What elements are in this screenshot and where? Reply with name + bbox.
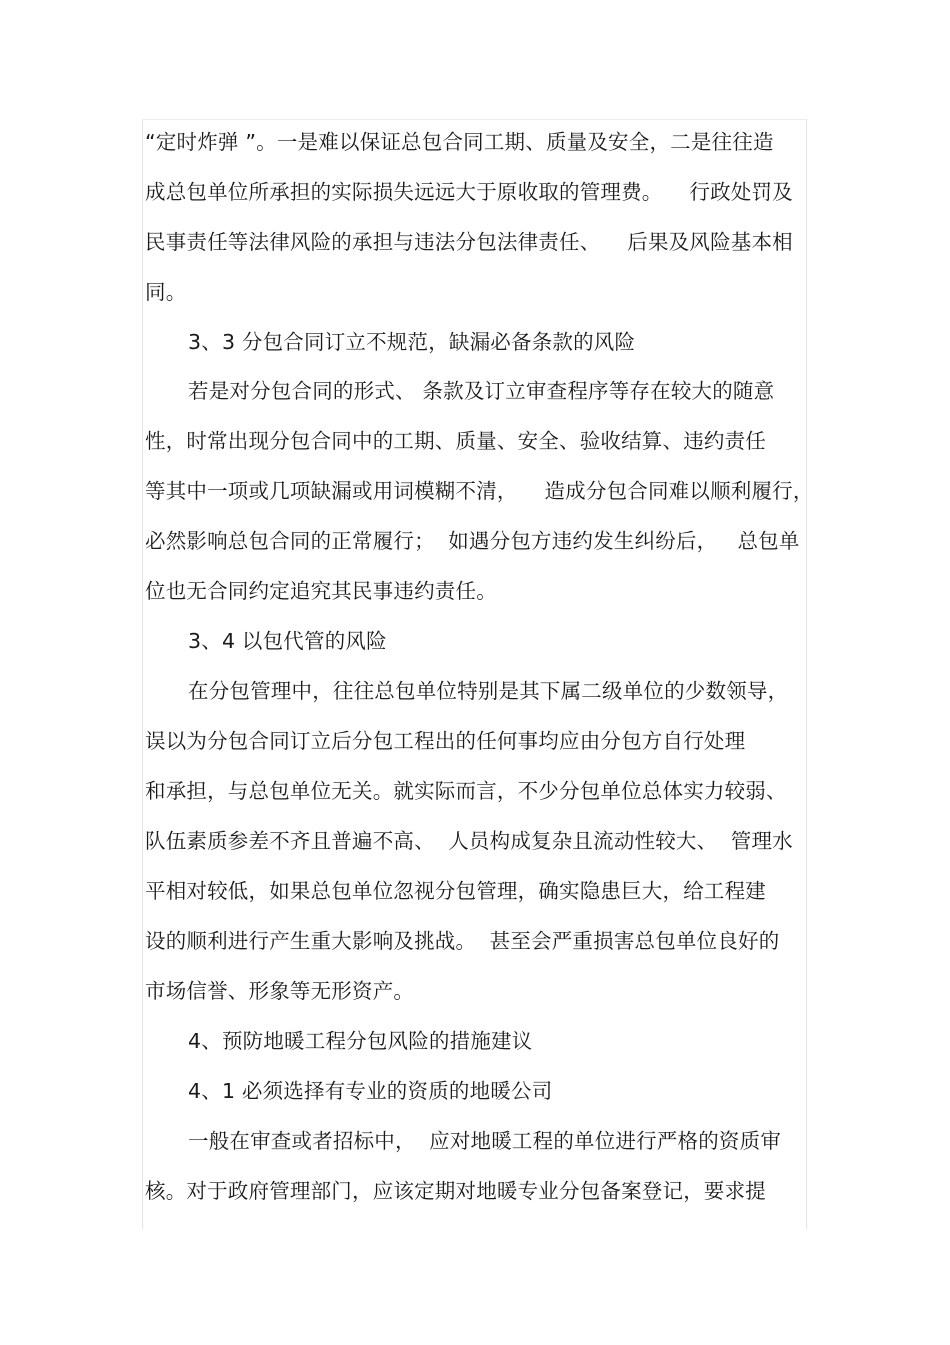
text-line: 必然影响总包合同的正常履行； 如遇分包方违约发生纠纷后， 总包单 [145, 529, 800, 553]
text-line: 队伍素质参差不齐且普遍不高、 人员构成复杂且流动性较大、 管理水 [145, 829, 793, 853]
text-line: 设的顺利进行产生重大影响及挑战。 甚至会严重损害总包单位良好的 [145, 929, 780, 953]
text-line: 等其中一项或几项缺漏或用词模糊不清， 造成分包合同难以顺利履行， [145, 479, 814, 503]
section-heading: 4、1 必须选择有专业的资质的地暖公司 [188, 1079, 553, 1103]
text-line: 成总包单位所承担的实际损失远远大于原收取的管理费。 行政处罚及 [145, 180, 793, 204]
text-line: 核。对于政府管理部门，应该定期对地暖专业分包备案登记，要求提 [145, 1179, 766, 1203]
text-line: 同。 [145, 280, 187, 304]
text-line: 误以为分包合同订立后分包工程出的任何事均应由分包方自行处理 [145, 729, 746, 753]
section-heading: 3、4 以包代管的风险 [188, 629, 387, 653]
text-line: 性，时常出现分包合同中的工期、质量、安全、验收结算、违约责任 [145, 429, 766, 453]
text-line: 一般在审查或者招标中， 应对地暖工程的单位进行严格的资质审 [188, 1129, 782, 1153]
text-line: 在分包管理中，往往总包单位特别是其下属二级单位的少数领导， [188, 679, 789, 703]
text-line: 平相对较低，如果总包单位忽视分包管理，确实隐患巨大，给工程建 [145, 879, 766, 903]
text-line: 位也无合同约定追究其民事违约责任。 [145, 579, 497, 603]
text-line: 若是对分包合同的形式、 条款及订立审查程序等存在较大的随意 [188, 379, 775, 403]
section-heading: 3、3 分包合同订立不规范，缺漏必备条款的风险 [188, 330, 636, 354]
text-line: 民事责任等法律风险的承担与违法分包法律责任、 后果及风险基本相 [145, 230, 793, 254]
text-line: 和承担，与总包单位无关。就实际而言，不少分包单位总体实力较弱、 [145, 779, 787, 803]
text-line: 市场信誉、形象等无形资产。 [145, 979, 415, 1003]
page-frame [142, 119, 807, 1229]
section-heading: 4、预防地暖工程分包风险的措施建议 [188, 1029, 533, 1053]
text-line: “定时炸弹 ”。一是难以保证总包合同工期、质量及安全，二是往往造 [145, 130, 774, 154]
